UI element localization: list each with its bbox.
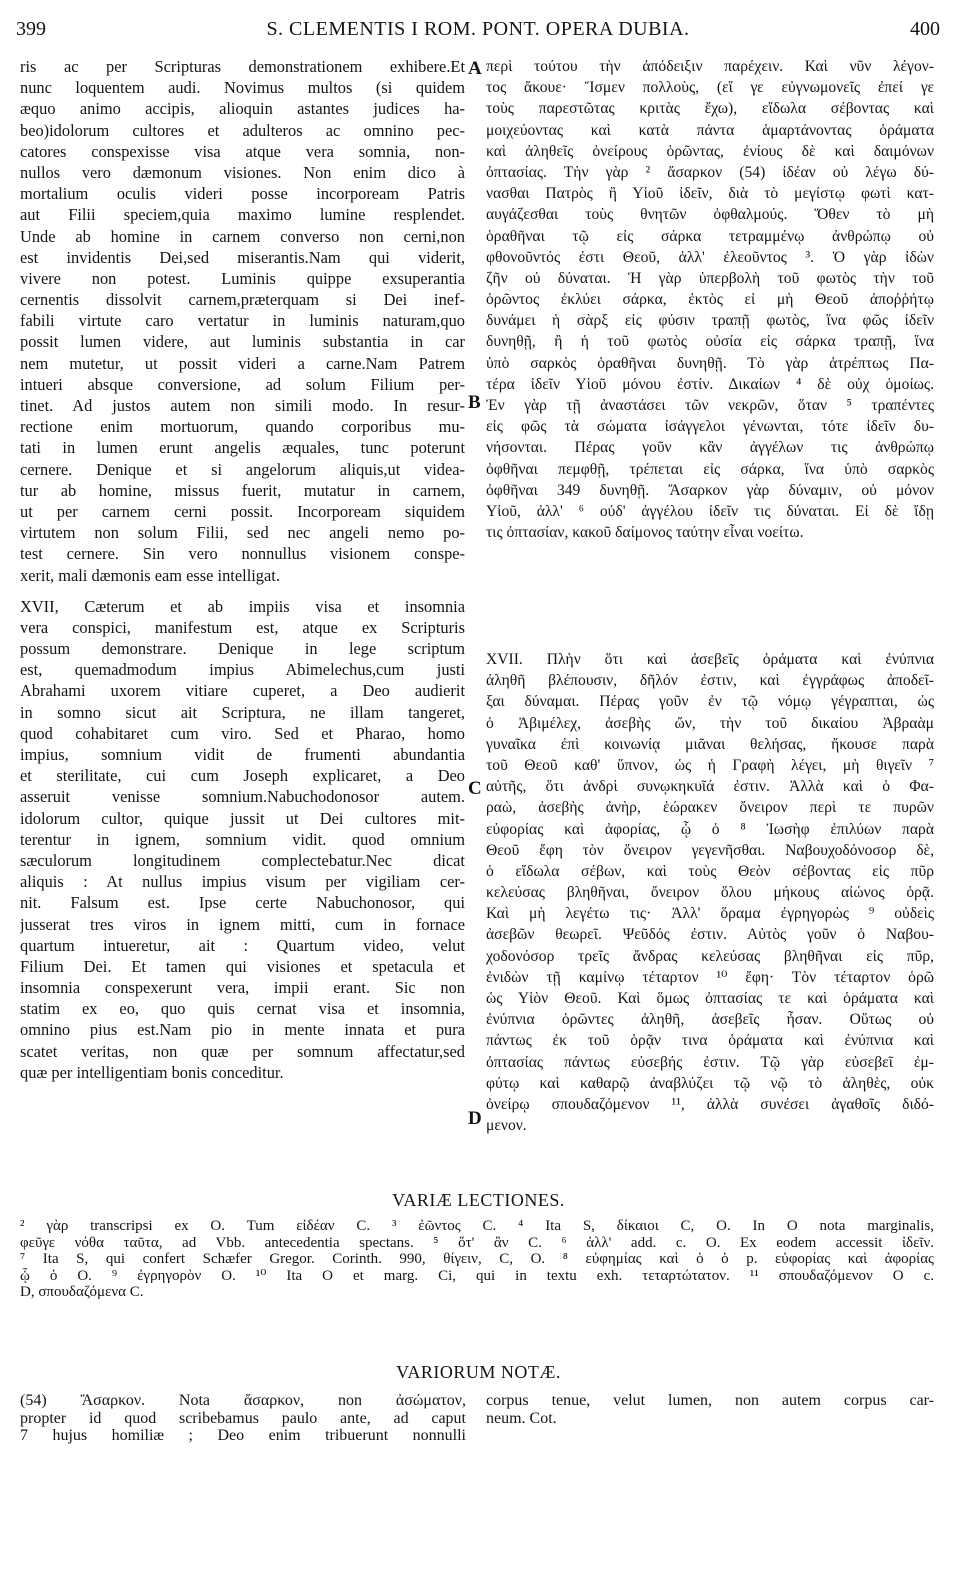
text-line: ut per carnem cerni possit. Incorpoream siquidem [20,501,465,521]
text-line: ὁρῶντος ἐκλύει σάρκα, ἐκτὸς εἰ μὴ Θεοῦ ἀποῤῥήτῳ [486,291,934,309]
text-line: quæ per intelligentiam bonis conceditur. [20,1062,284,1082]
text-line: nullos vero dæmonum visiones. Non enim dico à [20,162,465,182]
text-line: τος ἄκουε· Ἴσμεν πολλοὺς, (εἴ γε εὐγνωμονεῖς ἐπεί γε [486,79,934,97]
text-line: τις ὀπτασίαν, κακοῦ δαίμονος ταύτην εἶναι νοείτω. [486,524,804,542]
note-line: neum. Cot. [486,1409,557,1427]
margin-letter-b: B [468,392,481,413]
text-line: αυγάζεσθαι τοὺς θνητῶν ὀφθαλμούς. Ὅθεν τὸ μὴ [486,206,934,224]
text-line: Υἱοῦ, ἀλλ' ⁶ οὐδ' ἀγγέλου ἰδεῖν τις δύναται. Εἰ δὲ ἴδῃ [486,502,934,520]
text-line: et sterilitate, cui cum Joseph explicaret, a Deo [20,766,465,786]
running-title: S. CLEMENTIS I ROM. PONT. OPERA DUBIA. [266,18,690,40]
text-line: ὁ εἴδωλα σέβων, καὶ τοὺς Θεὸν σέβοντας εἰς πῦρ [486,862,934,880]
variae-lectiones [20,1218,934,1301]
text-line: εἰς φῶς τὰ σώματα ἰσάγγελοι γένωνται, τότε ἰδεῖν δυ- [486,418,934,436]
text-line: Θεοῦ ἔφη τὸν ὄνειρον γεγενῆσθαι. Ναβουχοδόνοσορ δὲ, [486,841,934,859]
note-line: ² γὰρ transcripsi ex O. Tum εἰδέαν C. ³ ἐῶντος C. ⁴ Ita S, δίκαιοι C, O. In O nota marginalis, [20,1218,934,1234]
text-line: xerit, mali dæmonis eam esse intelligat. [20,565,280,585]
page-number-left: 399 [16,18,46,40]
text-line: χοδονόσορ τρεῖς ἄνδρας κελεύσας βληθῆναι εἰς πῦρ, [486,947,934,965]
text-line: XVII. Πλὴν ὅτι καὶ ἀσεβεῖς ὁράματα καὶ ἐνύπνια [486,651,934,668]
note-line: corpus tenue, velut lumen, non autem corpus car- [486,1392,934,1409]
text-line: Abrahami uxorem vitiare cuperet, a Deo audierit [20,681,465,701]
text-line: ὁ Ἀβιμέλεχ, ἀσεβὴς ὤν, τὴν τοῦ δικαίου Ἀβραὰμ [486,714,934,732]
text-line: ὀπτασίας πάντως εὐσεβής ἐστιν. Τῷ γὰρ εὐσεβεῖ ἐμ- [486,1053,934,1071]
text-line: tur ab homine, missus fuerit, mutatur in carnem, [20,480,465,500]
text-line: κελεύσας βληθῆναι, ὄνειρον ὅλου μήκους αἰώνος ὁρᾷ. [486,884,934,902]
text-line: aut Filii speciem,quia maximo lumine resplendet. [20,205,465,225]
text-line: nit. Falsum est. Ipse certe Nabuchonosor, qui [20,893,465,913]
text-line: γυναῖκα ἐπὶ κοινωνίᾳ μιᾶναι θελήσας, ἤκουσε παρὰ [486,735,934,753]
text-line: vera conspici, manifestum est, atque ex Scripturis [20,617,465,637]
text-line: vivere non potest. Luminis quippe exsuperantia [20,268,465,288]
text-line: τέρα ἰδεῖν Υἱοῦ μόνου ἐστίν. Δικαίων ⁴ δὲ οὐχ ὁμοίως. [486,375,934,393]
text-line: intueri absque conversione, ad solum Filium per- [20,374,465,394]
text-line: νήσονται. Πέρας γοῦν κἂν ἀγγέλων τις ἀνθρώπῳ [486,439,934,457]
text-line: sæculorum longitudinem complectebatur.Nec dicat [20,850,465,870]
text-line: cernentis dissolvit carnem,præterquam si Dei inef- [20,290,465,310]
text-line: XVII, Cæterum et ab impiis visa et insomnia [20,596,465,616]
text-line: terentur in ignem, somnium vidit. quod omnium [20,829,465,849]
note-line: φεῦγε νόθα ταῦτα, ad Vbb. antecedentia spectans. ⁵ ὅτ' ἂν C. ⁶ ἀλλ' add. c. O. Ex eodem accessit ἰδεῖν. [20,1234,934,1251]
variorum-note-left [20,1392,466,1445]
text-line: περὶ τούτου τὴν ἀπόδειξιν παρέχειν. Καὶ νῦν λέγον- [486,58,934,75]
text-line: μενον. [486,1117,527,1135]
text-line: asseruit venisse somnium.Nabuchodonosor autem. [20,787,465,807]
text-line: mortalium oculis videri posse incorpoream Patris [20,184,465,204]
text-line: ὀνείρῳ σπουδαζόμενον ¹¹, ἀλλὰ συνέσει ἀγαθοῖς διδό- [486,1095,934,1113]
text-line: ὡς Υἱὸν Θεοῦ. Καὶ ὅμως ὀπτασίας τε καὶ ὁράματα καὶ [486,990,934,1007]
note-line: D, σπουδαζόμενα C. [20,1284,144,1301]
text-line: ὀπτασίας. Τὴν γὰρ ² ἄσαρκον (54) ἰδέαν οὐ λέγω δύ- [486,163,934,181]
text-line: tati in lumen erunt angelis æquales, tunc poterunt [20,438,465,458]
text-line: δυνηθῇ, ἢ ἡ τοῦ φωτὸς οὐσία εἰς σάρκα τραπῇ, ἵνα [486,333,934,351]
text-line: ὀφθῆναι 349 δυνηθῇ. Ἄσαρκον γὰρ δύναμιν, οὐ μόνον [486,481,934,499]
note-line: ᾧ ὁ O. ⁹ ἐγρηγορὸν O. ¹⁰ Ita O et marg. Ci, qui in textu exh. τεταρτώτατον. ¹¹ σπουδαζόμενον O c. [20,1267,934,1284]
text-line: Filium Dei. Et tamen qui visiones et spetacula et [20,956,465,976]
text-line: ραὼ, ἀσεβὴς ἀνὴρ, ἑώρακεν ὄνειρον περὶ τε πυρῶν [486,799,934,817]
text-line: φθονοῦντός ἐστι Θεοῦ, ἀλλ' ἐλεοῦντος ³. Ὁ γὰρ ἰδὼν [486,248,934,266]
text-line: ὁραθῆναι τῷ εἰς σάρκα τετραμμένῳ ἀνθρώπῳ οὐ [486,227,934,245]
text-line: est, quemadmodum impius Abimelechus,cum justi [20,660,465,680]
margin-letter-d: D [468,1108,482,1129]
text-line: ξαι δύναμαι. Πέρας γοῦν ἐν τῷ νόμῳ γέγραπται, ὡς [486,693,934,711]
text-line: μοιχεύοντας καὶ κατὰ πάντα ἁμαρτάνοντας ὁράματα [486,121,934,139]
text-line: scatet veritas, non quæ per somnum affectatur,sed [20,1041,465,1061]
text-line: nem mutetur, ut possit videri a carne.Nam Patrem [20,353,465,373]
text-line: rectione enim mortuorum, quando corporibus mu- [20,417,465,437]
text-line: statim ex eo, quo quis cernat visa et insomnia, [20,999,465,1019]
text-line: Ἐν γὰρ τῇ ἀναστάσει τῶν νεκρῶν, ὅταν ⁵ τραπέντες [486,397,934,414]
text-line: δυνάμει ἡ σὰρξ εἰς φύσιν τραπῇ φωτὸς, ἵνα φῶς ἰδεῖν [486,312,934,330]
text-line: καὶ ἀληθεῖς ὀνείρους ὁρῶντας, ἐνίους δὲ καὶ δαιμόνων [486,142,934,160]
text-line: τοῦ Θεοῦ καθ' ὕπνον, ὡς ἡ Γραφὴ λέγει, μὴ θιγεῖν ⁷ [486,756,934,774]
text-line: nunc loquentem audi. Novimus multos (si quidem [20,78,465,98]
text-line: virtutem non solum Filii, sed nec angeli nemo po- [20,523,465,543]
text-line: fabili virtute caro vertatur in luminis naturam,quo [20,311,465,331]
note-line: ⁷ Ita S, qui confert Schæfer Gregor. Corinth. 990, θίγειν, C, O. ⁸ εὐφημίας καὶ ὁ ὁ p. εὐφορίας καὶ ἀφορίας [20,1251,934,1268]
text-line: ἀληθῆ βλέπουσιν, δῆλόν ἐστιν, καὶ ἐγγράφως ἀποδεῖ- [486,672,934,690]
variae-lectiones-title: VARIÆ LECTIONES. [392,1190,565,1210]
text-line: test cernere. Sin vero nonnullus visionem conspe- [20,544,465,564]
note-line: (54) Ἄσαρκον. Nota ἄσαρκον, non ἀσώματον, [20,1392,466,1409]
text-line: ὑπὸ σαρκὸς ὁραθῆναι δυνηθῇ. Τὸ γὰρ ἀτρέπτως Πα- [486,354,934,372]
variorum-note-right [486,1392,934,1427]
variorum-notae-title: VARIORUM NOTÆ. [396,1362,561,1382]
text-line: φύτῳ καὶ καθαρῷ ἀναβλύζει τῷ νῷ τὸ ἀληθὲς, οὐκ [486,1074,934,1092]
note-line: 7 hujus homiliæ ; Deo enim tribuerunt nonnulli [20,1427,466,1445]
text-line: est invidentis Dei,sed miserantis.Nam qui viderit, [20,247,465,267]
text-line: possum demonstrare. Denique in lege scriptum [20,639,465,659]
text-line: Unde ab homine in carnem converso non cerni,non [20,226,465,246]
text-line: αὐτῆς, ὅτι ἀνδρὶ συνῳκηκυῖά ἐστιν. Ἀλλὰ καὶ ὁ Φα- [486,778,934,796]
text-line: beo)idolorum cultores et adulteros ac omnino pec- [20,120,465,140]
page-number-right: 400 [910,18,940,40]
text-line: ἐνύπνια ὁρῶντες ἀληθῆ, ἀσεβεῖς ἦσαν. Οὕτως οὐ [486,1011,934,1029]
note-line: propter id quod scribebamus paulo ante, ad caput [20,1409,466,1427]
text-line: omnino pius est.Nam pio in mente innata et pura [20,1020,465,1040]
latin-column [20,56,465,1083]
text-line: possit lumen videre, aut luminis substantia in car [20,332,465,352]
greek-column [486,56,934,543]
margin-letter-c: C [468,778,482,799]
text-line: ris ac per Scripturas demonstrationem exhibere.Et [20,57,465,76]
text-line: Καὶ μὴ λεγέτω τις· Ἀλλ' ὅραμα ἐγρηγορὼς ⁹ οὐδεὶς [486,905,934,923]
text-line: idolorum cultor, quique jussit ut Dei cultores mit- [20,808,465,828]
text-line: εὐφορίας καὶ ἀφορίας, ᾧ ὁ ⁸ Ἰωσὴφ ἐπιλύων παρὰ [486,820,934,838]
text-line: quod cohabitaret cum viro. Sed et Pharao, homo [20,723,465,743]
text-line: cernere. Denique et si angelorum aliquis,ut videa- [20,459,465,479]
text-line: πάντως ἐκ τοῦ ὁρᾷν τινα ὁράματα καὶ ἐνύπνια καὶ [486,1032,934,1050]
margin-letter-a: A [468,58,482,79]
text-line: ζῆν οὐ δύναται. Ἡ γὰρ ὑπερβολὴ τοῦ φωτὸς τὴν τοῦ [486,269,934,287]
page-header [16,18,940,48]
text-line: ὀφθῆναι πεμφθῇ, τρέπεται εἰς σάρκα, ἵνα ὑπὸ σαρκὸς [486,460,934,478]
text-line: æquo animo accipis, alioquin astantes judices ha- [20,99,465,119]
text-line: tinet. Ad justos autem non simili modo. In resur- [20,396,465,415]
text-line: ἀσεβῶν θεωρεῖ. Ψεῦδός ἐστιν. Αὐτὸς γοῦν ὁ Ναβου- [486,926,934,944]
greek-column-section-xvii [486,649,934,1136]
text-line: τοὺς παρεστῶτας κριτὰς ἔχω), εἴδωλα σέβοντας καὶ [486,100,934,118]
text-line: impius, somnium vidit de frumenti abundantia [20,745,465,764]
text-line: quartum intueretur, ait : Quartum video, velut [20,935,465,955]
text-line: aliquis : At nullus impius visum per vigiliam cer- [20,872,465,892]
text-line: insomnia conspexerunt vera, impii erant. Sic non [20,978,465,998]
text-line: ἐνιδὼν τῇ καμίνῳ τέταρτον ¹⁰ ἔφη· Τὸν τέταρτον ὁρῶ [486,968,934,986]
text-line: catores conspexisse visa atque vera somnia, non- [20,141,465,161]
text-line: jusserat tres viros in ignem mitti, cum in fornace [20,914,465,934]
text-line: in somno sicut ait Scriptura, ne illam tangeret, [20,702,465,722]
text-line: νασθαι Πατρὸς ἢ Υἱοῦ ἰδεῖν, διὰ τὸ μεγίστῳ φωτὶ κατ- [486,185,934,203]
